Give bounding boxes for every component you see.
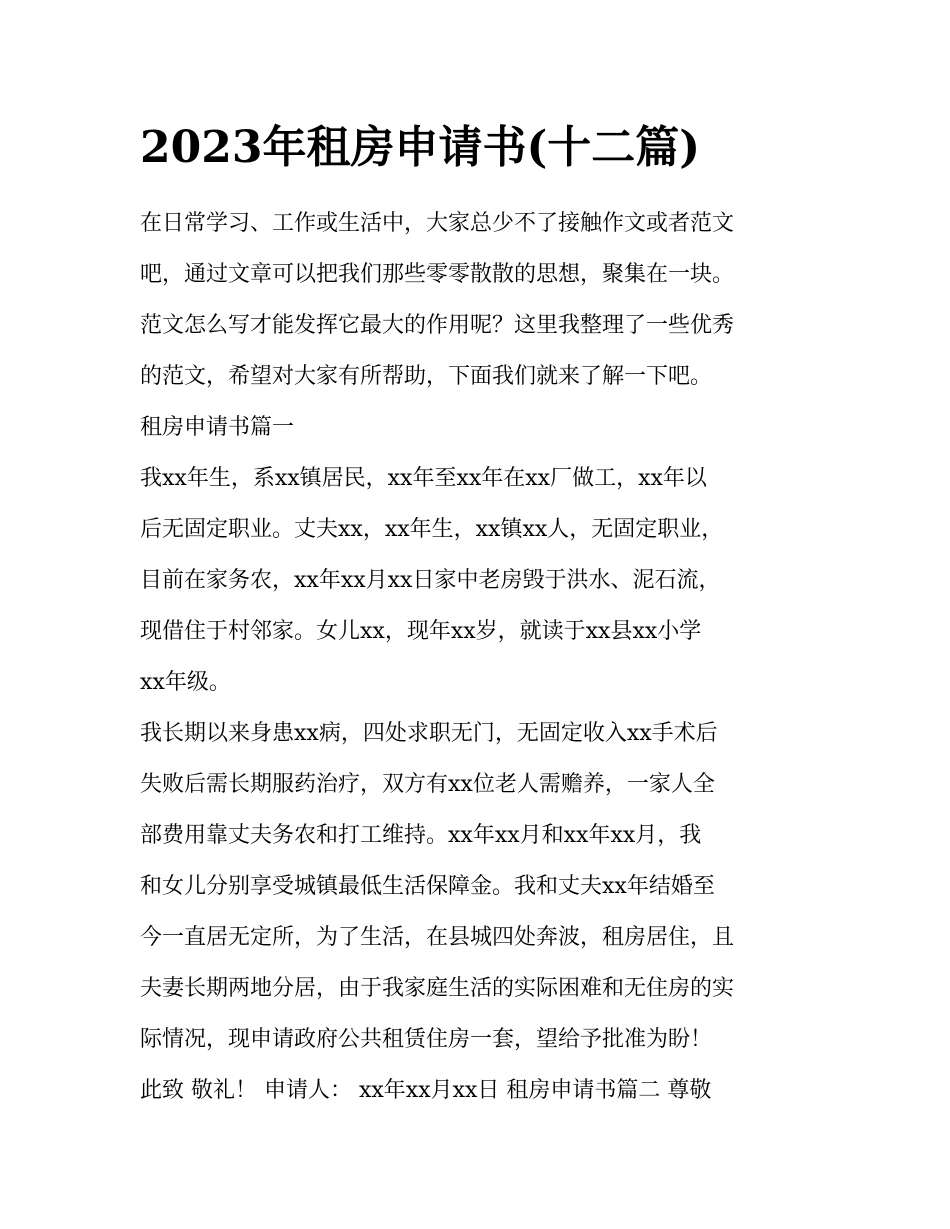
document-body: [140, 198, 820, 1116]
body-line: 我xx年生，系xx镇居民，xx年至xx年在xx厂做工，xx年以: [140, 466, 707, 491]
body-line: 范文怎么写才能发挥它最大的作用呢？这里我整理了一些优秀: [140, 313, 735, 338]
body-line: 此致 敬礼！ 申请人： xx年xx月xx日 租房申请书篇二 尊敬: [140, 1078, 712, 1103]
section-heading: 租房申请书篇一: [140, 415, 295, 440]
body-line: xx年级。: [140, 670, 231, 695]
body-line: 际情况，现申请政府公共租赁住房一套，望给予批准为盼！: [140, 1027, 713, 1052]
body-line: 失败后需长期服药治疗，双方有xx位老人需赡养，一家人全: [140, 772, 715, 797]
body-line: 吧，通过文章可以把我们那些零零散散的思想，聚集在一块。: [140, 262, 735, 287]
body-line: 部费用靠丈夫务农和打工维持。xx年xx月和xx年xx月，我: [140, 823, 702, 848]
body-line: 的范文，希望对大家有所帮助，下面我们就来了解一下吧。: [140, 364, 713, 389]
body-line: 目前在家务农，xx年xx月xx日家中老房毁于洪水、泥石流，: [140, 568, 721, 593]
body-line: 我长期以来身患xx病，四处求职无门，无固定收入xx手术后: [140, 721, 718, 746]
body-line: 今一直居无定所，为了生活，在县城四处奔波，租房居住，且: [140, 925, 735, 950]
document-title: 2023年租房申请书(十二篇): [140, 122, 701, 173]
body-line: 夫妻长期两地分居，由于我家庭生活的实际困难和无住房的实: [140, 976, 735, 1001]
body-line: 后无固定职业。丈夫xx，xx年生，xx镇xx人，无固定职业，: [140, 517, 724, 542]
body-line: 和女儿分别享受城镇最低生活保障金。我和丈夫xx年结婚至: [140, 874, 715, 899]
body-line: 在日常学习、工作或生活中，大家总少不了接触作文或者范文: [140, 211, 735, 236]
body-line: 现借住于村邻家。女儿xx，现年xx岁，就读于xx县xx小学: [140, 619, 702, 644]
